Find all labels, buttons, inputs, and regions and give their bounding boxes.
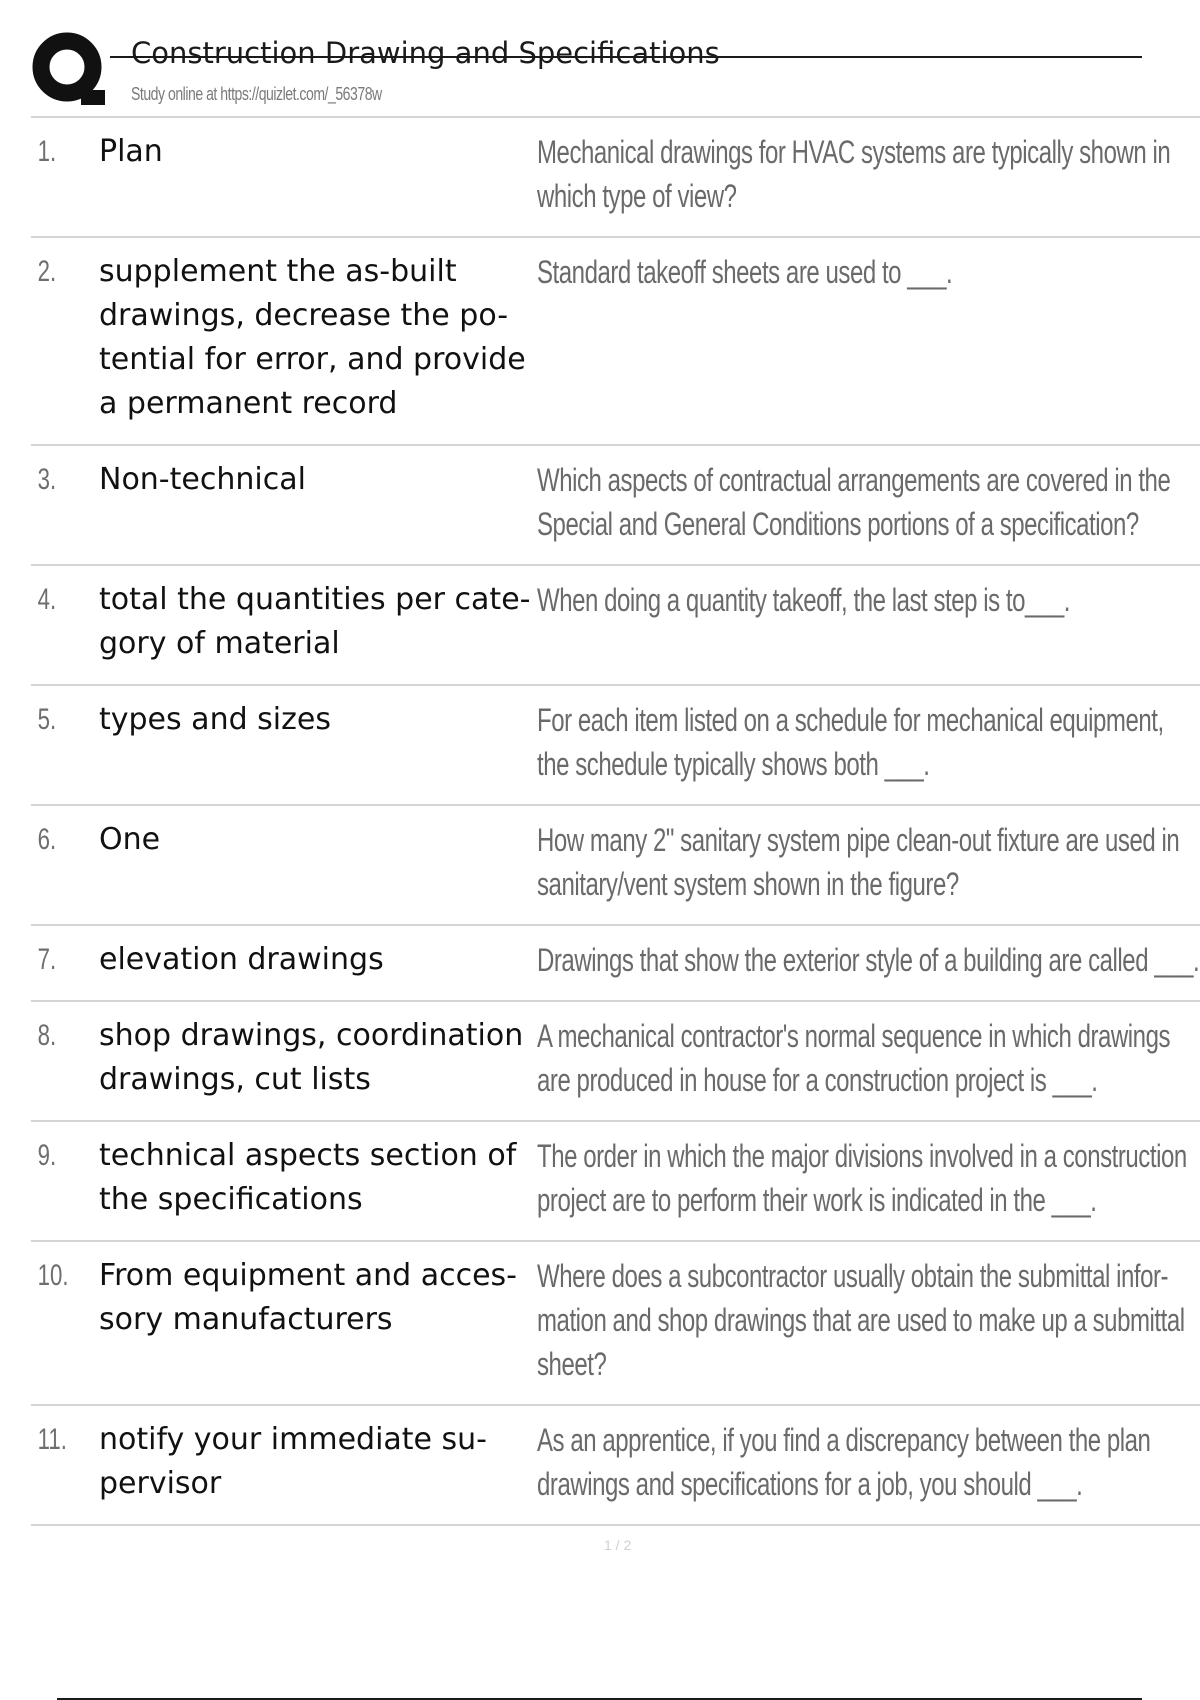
flashcard-row xyxy=(31,686,1200,806)
card-number: 5. xyxy=(37,703,57,736)
flashcard-row xyxy=(31,118,1200,238)
flashcard-row xyxy=(31,1406,1200,1526)
card-term: Plan xyxy=(99,134,163,169)
flashcard-row xyxy=(31,1242,1200,1406)
card-number: 2. xyxy=(37,255,57,288)
card-definition: Drawings that show the exterior style of a building are called ___. xyxy=(537,942,1200,978)
card-term: From equipment and acces-sory manufacturers xyxy=(99,1258,518,1337)
card-number: 6. xyxy=(37,823,57,856)
flashcard-list xyxy=(31,116,1200,1526)
study-online-link[interactable]: Study online at https://quizlet.com/_56378w xyxy=(131,84,382,104)
quizlet-logo-icon xyxy=(31,30,111,110)
card-definition: How many 2" sanitary system pipe clean-out fixture are used in sanitary/vent system shown in the figure? xyxy=(537,822,1180,902)
card-definition: As an apprentice, if you find a discrepancy between the plan drawings and specifications for a job, you should ___. xyxy=(537,1422,1151,1502)
card-term: total the quantities per cate-gory of material xyxy=(99,582,531,661)
card-term: supplement the as-built drawings, decrease the po-tential for error, and provide a permanent record xyxy=(99,254,526,421)
flashcard-row xyxy=(31,238,1200,446)
card-definition: The order in which the major divisions involved in a construction project are to perform their work is indicated in the ___. xyxy=(537,1138,1187,1218)
card-term: shop drawings, coordination drawings, cut lists xyxy=(99,1018,524,1097)
card-number: 11. xyxy=(37,1423,67,1456)
card-definition: Standard takeoff sheets are used to ___. xyxy=(537,254,953,290)
card-term: elevation drawings xyxy=(99,942,384,977)
card-term: One xyxy=(99,822,161,857)
card-number: 8. xyxy=(37,1019,57,1052)
card-definition: When doing a quantity takeoff, the last step is to___. xyxy=(537,582,1070,618)
card-term: notify your immediate su-pervisor xyxy=(99,1422,488,1501)
flashcard-row xyxy=(31,1122,1200,1242)
card-number: 4. xyxy=(37,583,57,616)
card-number: 10. xyxy=(37,1259,69,1292)
card-number: 1. xyxy=(37,135,57,168)
card-definition: Mechanical drawings for HVAC systems are typically shown in which type of view? xyxy=(537,134,1171,214)
card-number: 7. xyxy=(37,943,57,976)
flashcard-row xyxy=(31,1002,1200,1122)
page-title: Construction Drawing and Specifications xyxy=(131,36,720,70)
card-definition: A mechanical contractor's normal sequence in which drawings are produced in house for a construction project is ___. xyxy=(537,1018,1171,1098)
page-number: 1 / 2 xyxy=(604,1537,632,1553)
card-definition: For each item listed on a schedule for mechanical equipment, the schedule typically shows both ___. xyxy=(537,702,1164,782)
card-term: types and sizes xyxy=(99,702,331,737)
card-definition: Where does a subcontractor usually obtain the submittal infor-mation and shop drawings that are used to make up a submittal sheet? xyxy=(537,1258,1185,1382)
card-term: Non-technical xyxy=(99,462,306,497)
flashcard-row xyxy=(31,446,1200,566)
card-number: 3. xyxy=(37,463,57,496)
card-definition: Which aspects of contractual arrangements are covered in the Special and General Conditions portions of a specification? xyxy=(537,462,1171,542)
page-header xyxy=(0,0,1200,116)
flashcard-row xyxy=(31,806,1200,926)
card-term: technical aspects section of the specifications xyxy=(99,1138,517,1217)
flashcard-row xyxy=(31,926,1200,1002)
flashcard-row xyxy=(31,566,1200,686)
card-number: 9. xyxy=(37,1139,57,1172)
